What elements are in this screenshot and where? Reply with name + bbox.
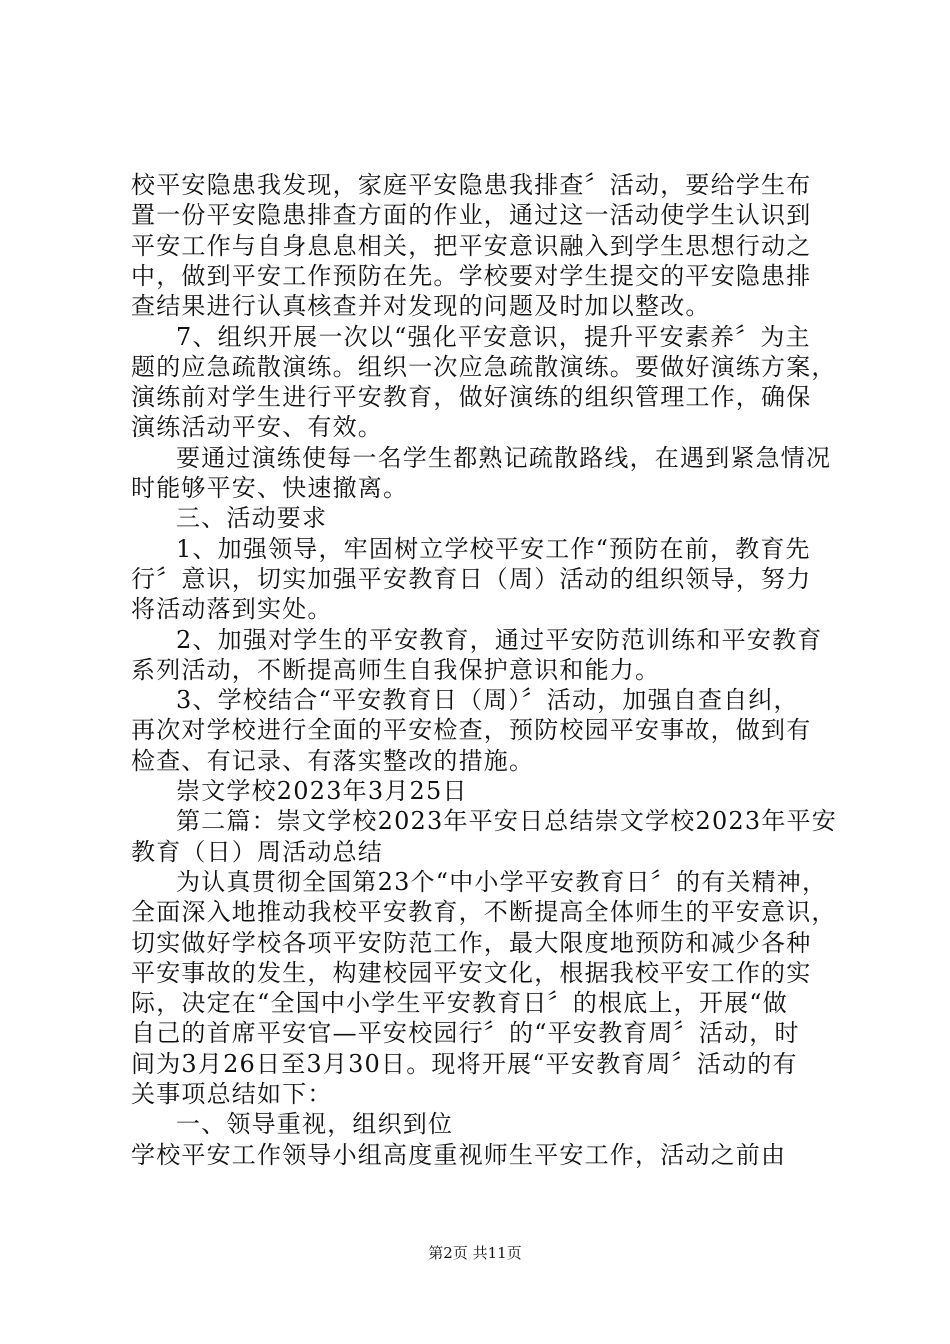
text-line: 题的应急疏散演练。组织一次应急疏散演练。要做好演练方案， (131, 352, 837, 381)
signature-date: 崇文学校2023年3月25日 (176, 777, 468, 805)
text-line: 切实做好学校各项平安防范工作，最大限度地预防和减少各种 (131, 928, 812, 957)
text-line: 要通过演练使每一名学生都熟记疏散路线，在遇到紧急情况 (176, 443, 832, 472)
text-line: 3、学校结合“平安教育日（周）〞活动，加强自查自纠， (176, 686, 799, 715)
text-line: 检查、有记录、有落实整改的措施。 (131, 746, 535, 775)
text-line: 将活动落到实处。 (131, 595, 333, 624)
text-line: 置一份平安隐患排查方面的作业，通过这一活动使学生认识到 (131, 201, 812, 230)
text-line: 校平安隐患我发现，家庭平安隐患我排查〞活动，要给学生布 (131, 171, 812, 199)
section-heading: 三、活动要求 (176, 504, 328, 533)
text-line: 2、加强对学生的平安教育，通过平安防范训练和平安教育 (176, 625, 823, 654)
text-line: 查结果进行认真核查并对发现的问题及时加以整改。 (131, 292, 711, 321)
text-line: 系列活动，不断提高师生自我保护意识和能力。 (131, 655, 661, 684)
text-line: 为认真贯彻全国第23个“中小学平安教育日〞的有关精神， (176, 867, 828, 896)
text-line: 平安工作与自身息息相关，把平安意识融入到学生思想行动之 (131, 231, 812, 260)
text-line: 7、组织开展一次以“强化平安意识，提升平安素养〞为主 (176, 322, 811, 351)
section-heading: 一、领导重视，组织到位 (176, 1110, 454, 1139)
text-line: 自己的首席平安官—平安校园行〞的“平安教育周〞活动，时 (131, 1019, 800, 1048)
text-line: 中，做到平安工作预防在先。学校要对学生提交的平安隐患排 (131, 261, 812, 290)
page-footer: 第2页 共11页 (428, 1244, 522, 1262)
text-line: 关事项总结如下： (131, 1080, 333, 1108)
text-line: 演练前对学生进行平安教育，做好演练的组织管理工作，确保 (131, 383, 812, 412)
text-line: 行〞意识，切实加强平安教育日（周）活动的组织领导，努力 (131, 564, 812, 593)
text-line: 间为3月26日至3月30日。现将开展“平安教育周〞活动的有 (131, 1049, 798, 1078)
text-line: 际，决定在“全国中小学生平安教育日〞的根底上，开展“做 (131, 989, 788, 1018)
text-line: 1、加强领导，牢固树立学校平安工作“预防在前，教育先 (176, 534, 811, 563)
text-line: 平安事故的发生，构建校园平安文化，根据我校平安工作的实 (131, 958, 812, 987)
chapter-title: 教育（日）周活动总结 (131, 837, 383, 866)
chapter-title: 第二篇：崇文学校2023年平安日总结崇文学校2023年平安 (176, 807, 837, 836)
text-line: 再次对学校进行全面的平安检查，预防校园平安事故，做到有 (131, 716, 812, 745)
text-line: 全面深入地推动我校平安教育，不断提高全体师生的平安意识， (131, 898, 837, 927)
text-line: 演练活动平安、有效。 (131, 413, 383, 442)
text-line: 时能够平安、快速撤离。 (131, 474, 409, 502)
text-line: 学校平安工作领导小组高度重视师生平安工作，活动之前由 (131, 1140, 787, 1169)
